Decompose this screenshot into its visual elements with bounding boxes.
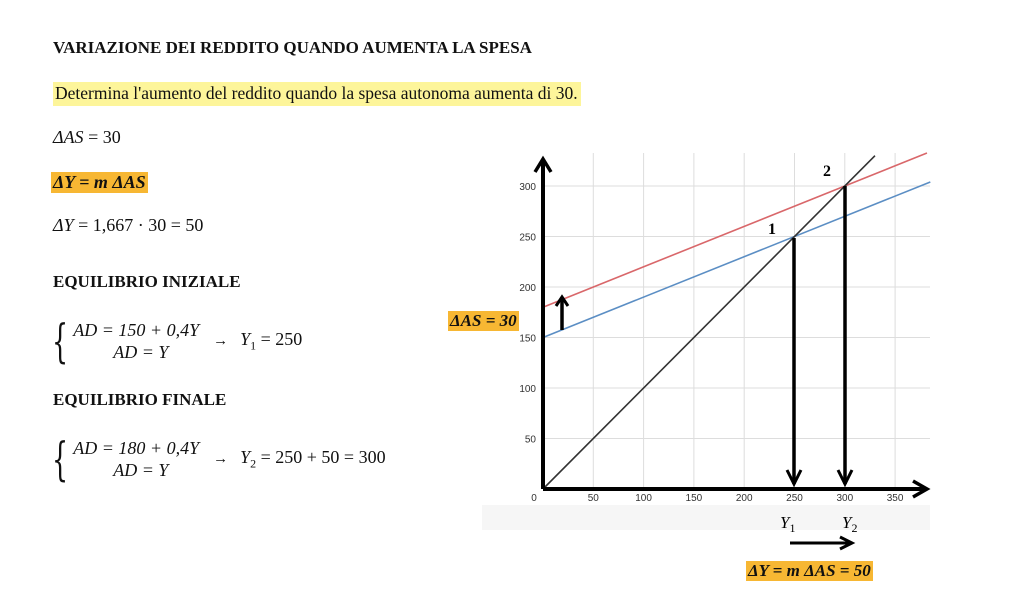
system-line-2: AD = Y [113, 460, 169, 480]
result-rhs: = 250 [256, 328, 303, 349]
task-statement: Determina l'aumento del reddito quando la spesa autonoma aumenta di 30. [53, 82, 581, 106]
x-tick-label: 100 [635, 493, 652, 504]
y-tick-label: 150 [519, 333, 536, 345]
system-final [52, 432, 386, 486]
y2-sub: 2 [851, 521, 858, 535]
system-result [240, 447, 385, 472]
series-line [543, 182, 930, 338]
chart-grid [543, 153, 930, 489]
x-tick-label: 50 [587, 493, 599, 504]
y-tick-label: 50 [524, 434, 536, 446]
x-tick-label: 200 [735, 493, 753, 504]
delta-as-symbol: ΔAS [53, 127, 84, 147]
y1-sub: 1 [789, 521, 796, 535]
result-var: Y [240, 446, 251, 467]
section-final-equilibrium: EQUILIBRIO FINALE [53, 390, 227, 409]
brace-icon: { [52, 432, 69, 486]
delta-as-value: = 30 [88, 127, 121, 147]
delta-y-symbol: ΔY [53, 215, 74, 235]
formula-rhs: = m ΔAS [74, 172, 146, 192]
delta-as-annotation-text: ΔAS = 30 [450, 311, 517, 330]
system-line-2: AD = Y [113, 342, 169, 362]
x-tick-label: 300 [836, 493, 854, 504]
x-tick-label: 150 [685, 493, 703, 504]
y-tick-label: 200 [519, 283, 536, 294]
series-line [543, 153, 927, 307]
delta-y-symbol: ΔY [53, 172, 75, 192]
series-line [543, 156, 875, 489]
system-result [240, 329, 302, 354]
y-tick-label: 300 [519, 182, 536, 193]
y-tick-label: 100 [519, 384, 536, 395]
delta-as-annotation [448, 311, 519, 331]
result-rhs: = 250 + 50 = 300 [256, 446, 386, 467]
system-initial [52, 314, 303, 368]
result-sub: 1 [250, 338, 257, 353]
right-arrow-icon: → [213, 450, 229, 467]
y-tick-label: 250 [519, 232, 536, 244]
delta-y-annotation [746, 561, 873, 581]
calculation-rhs: = 1,667 · 30 = 50 [73, 215, 204, 235]
delta-y-annotation-text: ΔY = m ΔAS = 50 [748, 561, 871, 580]
brace-icon: { [52, 314, 69, 368]
chart-bottom-strip [482, 505, 930, 530]
section-initial-equilibrium: EQUILIBRIO INIZIALE [53, 272, 241, 291]
point-2-label: 2 [823, 163, 831, 180]
point-1-label: 1 [768, 221, 776, 238]
x-tick-label: 250 [786, 493, 803, 504]
result-sub: 2 [250, 456, 257, 471]
equation-calculation [53, 215, 203, 236]
y1-var: Y [780, 513, 790, 532]
keynesian-cross-chart [440, 140, 970, 600]
page-title: VARIAZIONE DEI REDDITO QUANDO AUMENTA LA SPESA [53, 38, 532, 57]
system-line-1: AD = 150 + 0,4Y [73, 320, 200, 340]
right-arrow-icon: → [213, 332, 229, 349]
equation-multiplier-formula [51, 172, 148, 193]
y2-var: Y [842, 513, 852, 532]
system-line-1: AD = 180 + 0,4Y [73, 438, 200, 458]
x-tick-label: 350 [886, 493, 904, 504]
result-var: Y [240, 328, 251, 349]
x-tick-label: 0 [531, 493, 537, 504]
equation-delta-as [53, 127, 121, 148]
